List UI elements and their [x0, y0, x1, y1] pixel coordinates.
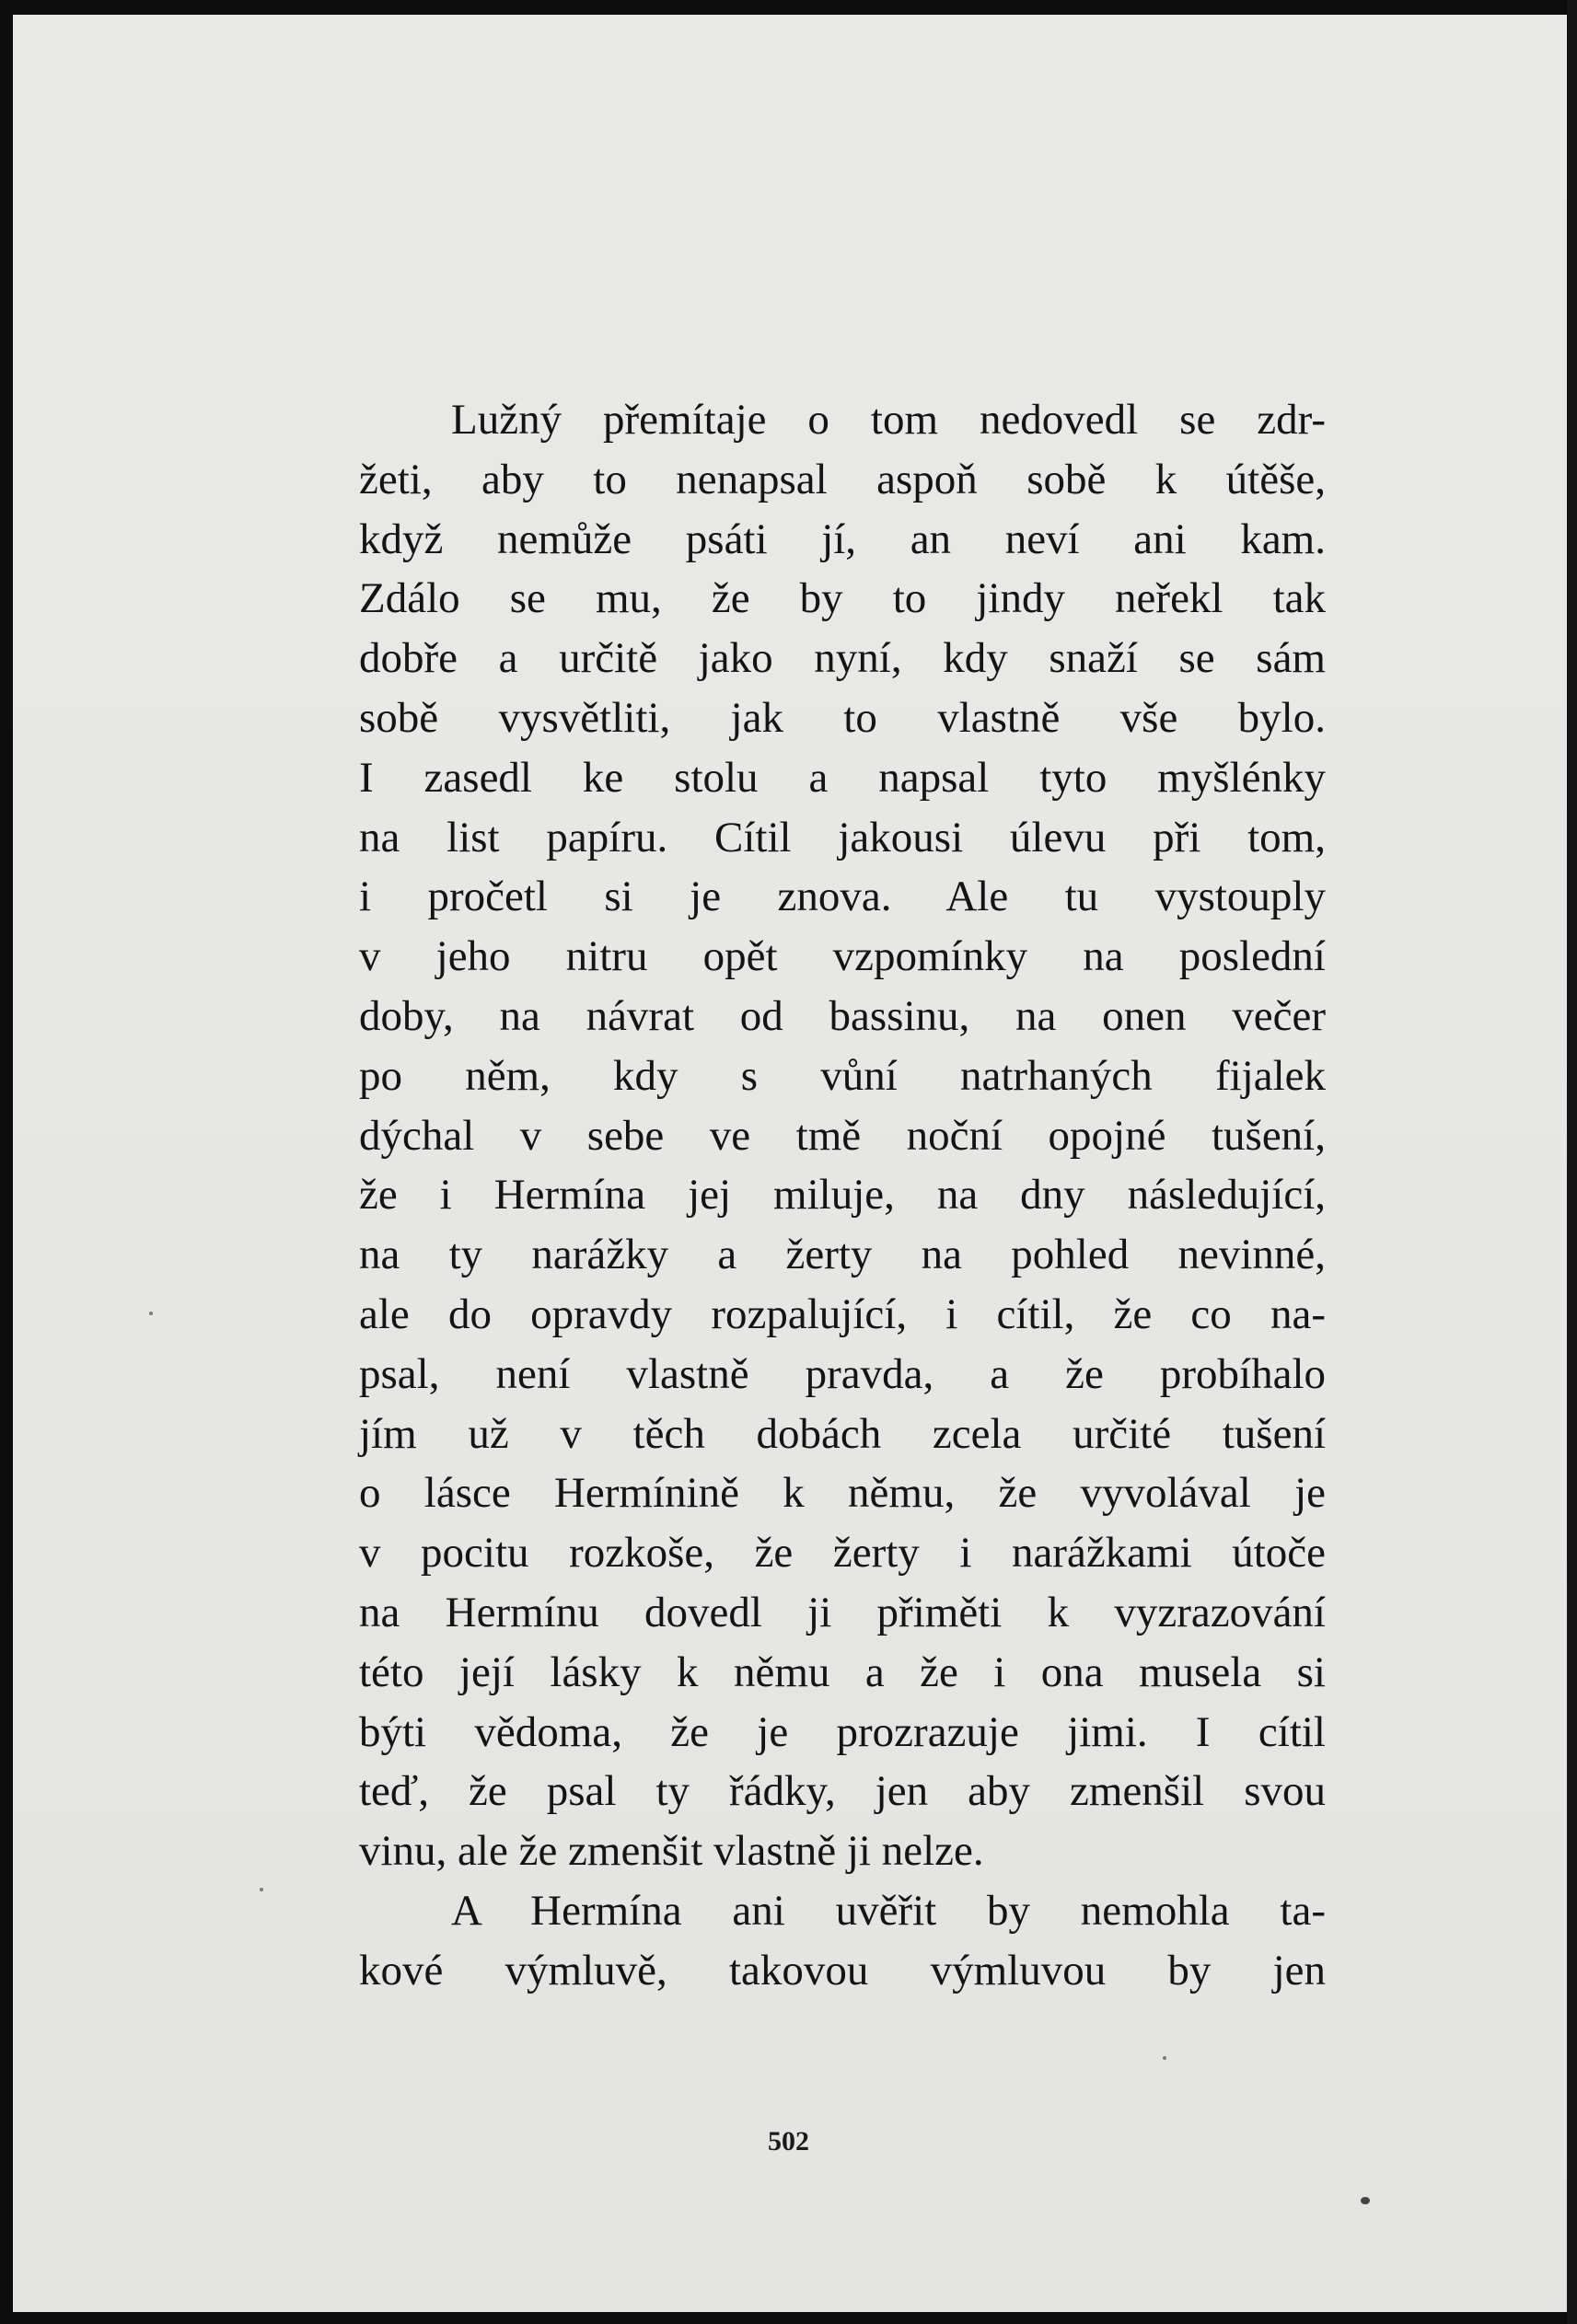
text-line: sobě vysvětliti, jak to vlastně vše bylo.: [359, 693, 1326, 742]
text-line: na Hermínu dovedl ji přiměti k vyzrazování: [359, 1588, 1326, 1636]
paragraph-2: [359, 1881, 1326, 2001]
text-line: i pročetl si je znova. Ale tu vystouply: [359, 873, 1326, 921]
text-line: jím už v těch dobách zcela určité tušení: [359, 1409, 1326, 1458]
text-line: na ty narážky a žerty na pohled nevinné,: [359, 1231, 1326, 1279]
paragraph-1: [359, 390, 1326, 1881]
dust-speck: [149, 1312, 153, 1315]
text-line: Zdálo se mu, že by to jindy neřekl tak: [359, 574, 1326, 623]
page-number: 502: [768, 2126, 809, 2156]
text-line: o lásce Hermínině k němu, že vyvolával je: [359, 1469, 1326, 1518]
text-line: dýchal v sebe ve tmě noční opojné tušení,: [359, 1111, 1326, 1160]
text-line: A Hermína ani uvěřit by nemohla ta-: [451, 1886, 1326, 1935]
dust-speck: [1361, 2197, 1370, 2204]
text-line: po něm, kdy s vůní natrhaných fijalek: [359, 1051, 1326, 1100]
text-line: vinu, ale že zmenšit vlastně ji nelze.: [359, 1827, 984, 1876]
text-line: kové výmluvě, takovou výmluvou by jen: [359, 1946, 1326, 1994]
text-line: na list papíru. Cítil jakousi úlevu při tom,: [359, 813, 1326, 861]
text-line: v pocitu rozkoše, že žerty i narážkami útoče: [359, 1529, 1326, 1578]
text-line: že i Hermína jej miluje, na dny následující,: [359, 1171, 1326, 1220]
text-line: teď, že psal ty řádky, jen aby zmenšil svou: [359, 1767, 1326, 1816]
text-line: když nemůže psáti jí, an neví ani kam.: [359, 515, 1326, 563]
text-line: ale do opravdy rozpalující, i cítil, že co na-: [359, 1289, 1326, 1338]
text-line: této její lásky k němu a že i ona musela si: [359, 1648, 1326, 1696]
dust-speck: [260, 1888, 263, 1891]
text-line: I zasedl ke stolu a napsal tyto myšlénky: [359, 753, 1326, 802]
text-line: Lužný přemítaje o tom nedovedl se zdr-: [451, 396, 1326, 444]
text-line: býti vědoma, že je prozrazuje jimi. I cítil: [359, 1707, 1326, 1756]
body-text: [359, 390, 1326, 2001]
dust-speck: [1163, 2056, 1166, 2060]
text-line: dobře a určitě jako nyní, kdy snaží se sám: [359, 634, 1326, 683]
text-line: v jeho nitru opět vzpomínky na poslední: [359, 932, 1326, 981]
text-line: doby, na návrat od bassinu, na onen večer: [359, 991, 1326, 1040]
text-line: psal, není vlastně pravda, a že probíhalo: [359, 1349, 1326, 1398]
text-line: žeti, aby to nenapsal aspoň sobě k útěše,: [359, 455, 1326, 503]
page-edge-shadow: [1567, 0, 1577, 2324]
